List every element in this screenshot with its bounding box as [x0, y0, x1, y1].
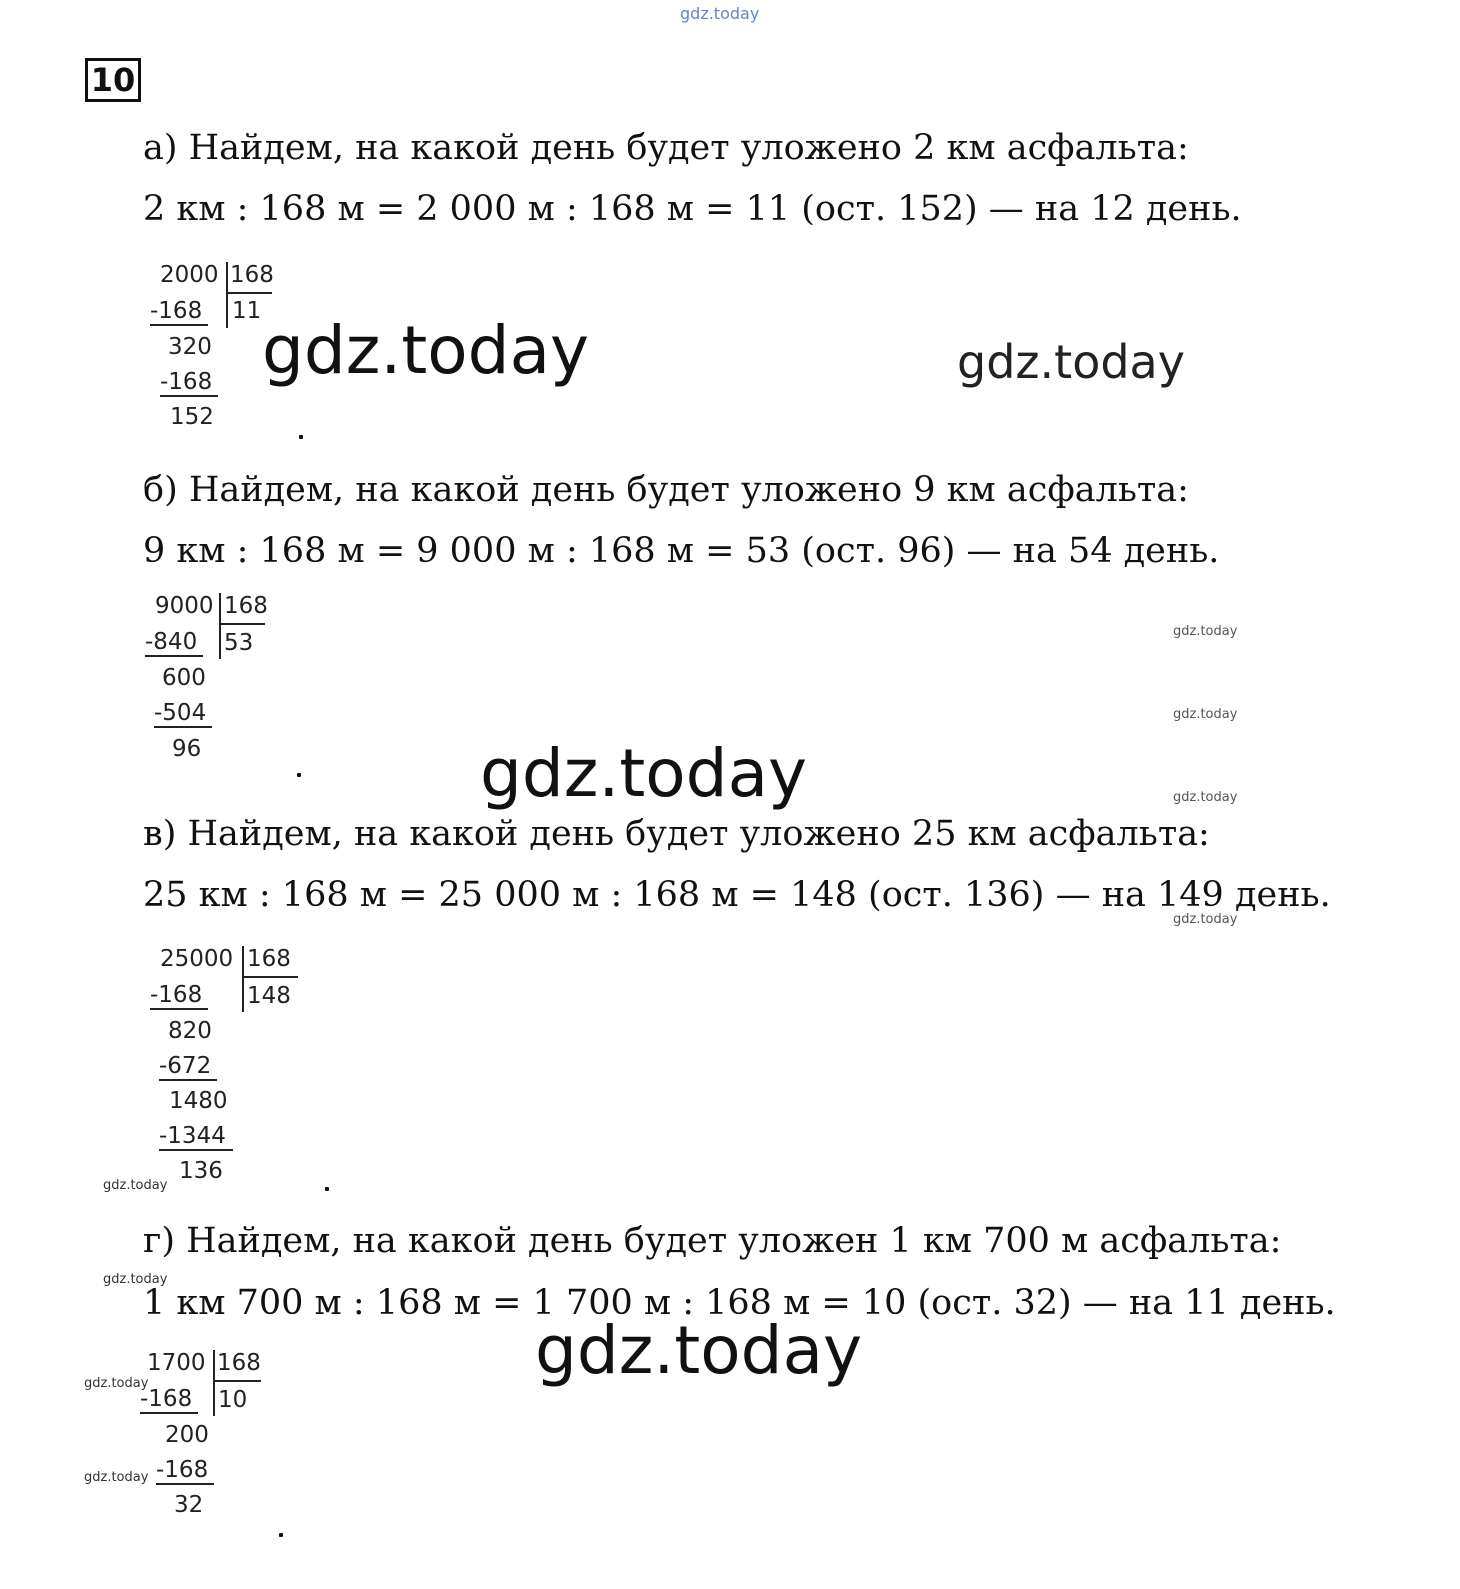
- question-d: г) Найдем, на какой день будет уложен 1 км 700 м асфальта:: [143, 1221, 1282, 1261]
- dividend: 1700: [147, 1350, 206, 1376]
- division-step: -504: [154, 700, 207, 726]
- equation-b: 9 км : 168 м = 9 000 м : 168 м = 53 (ост. 96) — на 54 день.: [143, 531, 1220, 571]
- divisor: 168: [224, 593, 268, 619]
- division-step: -672: [159, 1053, 212, 1079]
- division-step: 152: [170, 404, 214, 430]
- watermark-small: gdz.today: [1173, 790, 1238, 805]
- dot-mark: [279, 1533, 283, 1537]
- division-step: 96: [172, 736, 202, 762]
- subtraction-line: [140, 1412, 198, 1414]
- division-step: -168: [150, 298, 203, 324]
- question-b: б) Найдем, на какой день будет уложено 9 км асфальта:: [143, 470, 1189, 510]
- question-c: в) Найдем, на какой день будет уложено 25 км асфальта:: [143, 814, 1210, 854]
- division-step: -168: [150, 982, 203, 1008]
- division-bracket-vertical: [226, 262, 228, 328]
- subtraction-line: [159, 1149, 233, 1151]
- watermark-small: gdz.today: [1173, 624, 1238, 639]
- quotient: 10: [218, 1387, 248, 1413]
- division-bracket-vertical: [213, 1350, 215, 1416]
- divisor: 168: [247, 946, 291, 972]
- question-a: а) Найдем, на какой день будет уложено 2 км асфальта:: [143, 128, 1189, 168]
- quotient: 53: [224, 630, 254, 656]
- division-bracket-vertical: [219, 593, 221, 659]
- dot-mark: [325, 1187, 329, 1191]
- division-bracket-horizontal: [242, 976, 298, 978]
- watermark-large: gdz.today: [480, 735, 808, 812]
- division-step: 1480: [169, 1088, 228, 1114]
- watermark-small: gdz.today: [84, 1376, 149, 1391]
- subtraction-line: [159, 1079, 217, 1081]
- divisor: 168: [217, 1350, 261, 1376]
- division-step: 600: [162, 665, 206, 691]
- subtraction-line: [160, 395, 218, 397]
- division-bracket-horizontal: [213, 1380, 261, 1382]
- header-watermark: gdz.today: [680, 4, 760, 23]
- division-step: 136: [179, 1158, 223, 1184]
- divisor: 168: [230, 262, 274, 288]
- dot-mark: [297, 773, 301, 777]
- division-step: 32: [174, 1492, 204, 1518]
- subtraction-line: [150, 324, 208, 326]
- watermark-small: gdz.today: [1173, 707, 1238, 722]
- task-number: 10: [85, 58, 141, 102]
- division-step: -168: [140, 1386, 193, 1412]
- watermark-large: gdz.today: [535, 1312, 863, 1389]
- dot-mark: [299, 435, 303, 439]
- division-step: 320: [168, 334, 212, 360]
- watermark-small: gdz.today: [103, 1178, 168, 1193]
- division-step: 820: [168, 1018, 212, 1044]
- division-step: -840: [145, 629, 198, 655]
- quotient: 148: [247, 983, 291, 1009]
- quotient: 11: [232, 298, 262, 324]
- subtraction-line: [154, 726, 212, 728]
- division-step: -168: [160, 369, 213, 395]
- subtraction-line: [150, 1008, 208, 1010]
- equation-d: 1 км 700 м : 168 м = 1 700 м : 168 м = 10 (ост. 32) — на 11 день.: [143, 1283, 1336, 1323]
- division-step: -168: [156, 1457, 209, 1483]
- dividend: 25000: [160, 946, 234, 972]
- division-bracket-horizontal: [219, 623, 265, 625]
- watermark-medium: gdz.today: [957, 335, 1185, 389]
- division-bracket-vertical: [242, 946, 244, 1012]
- watermark-large: gdz.today: [262, 312, 590, 389]
- equation-c: 25 км : 168 м = 25 000 м : 168 м = 148 (ост. 136) — на 149 день.: [143, 875, 1331, 915]
- division-bracket-horizontal: [226, 292, 272, 294]
- division-step: 200: [165, 1422, 209, 1448]
- watermark-small: gdz.today: [103, 1272, 168, 1287]
- watermark-small: gdz.today: [1173, 912, 1238, 927]
- watermark-small: gdz.today: [84, 1470, 149, 1485]
- subtraction-line: [145, 655, 203, 657]
- subtraction-line: [156, 1483, 214, 1485]
- dividend: 9000: [155, 593, 214, 619]
- equation-a: 2 км : 168 м = 2 000 м : 168 м = 11 (ост. 152) — на 12 день.: [143, 189, 1242, 229]
- dividend: 2000: [160, 262, 219, 288]
- division-step: -1344: [159, 1123, 226, 1149]
